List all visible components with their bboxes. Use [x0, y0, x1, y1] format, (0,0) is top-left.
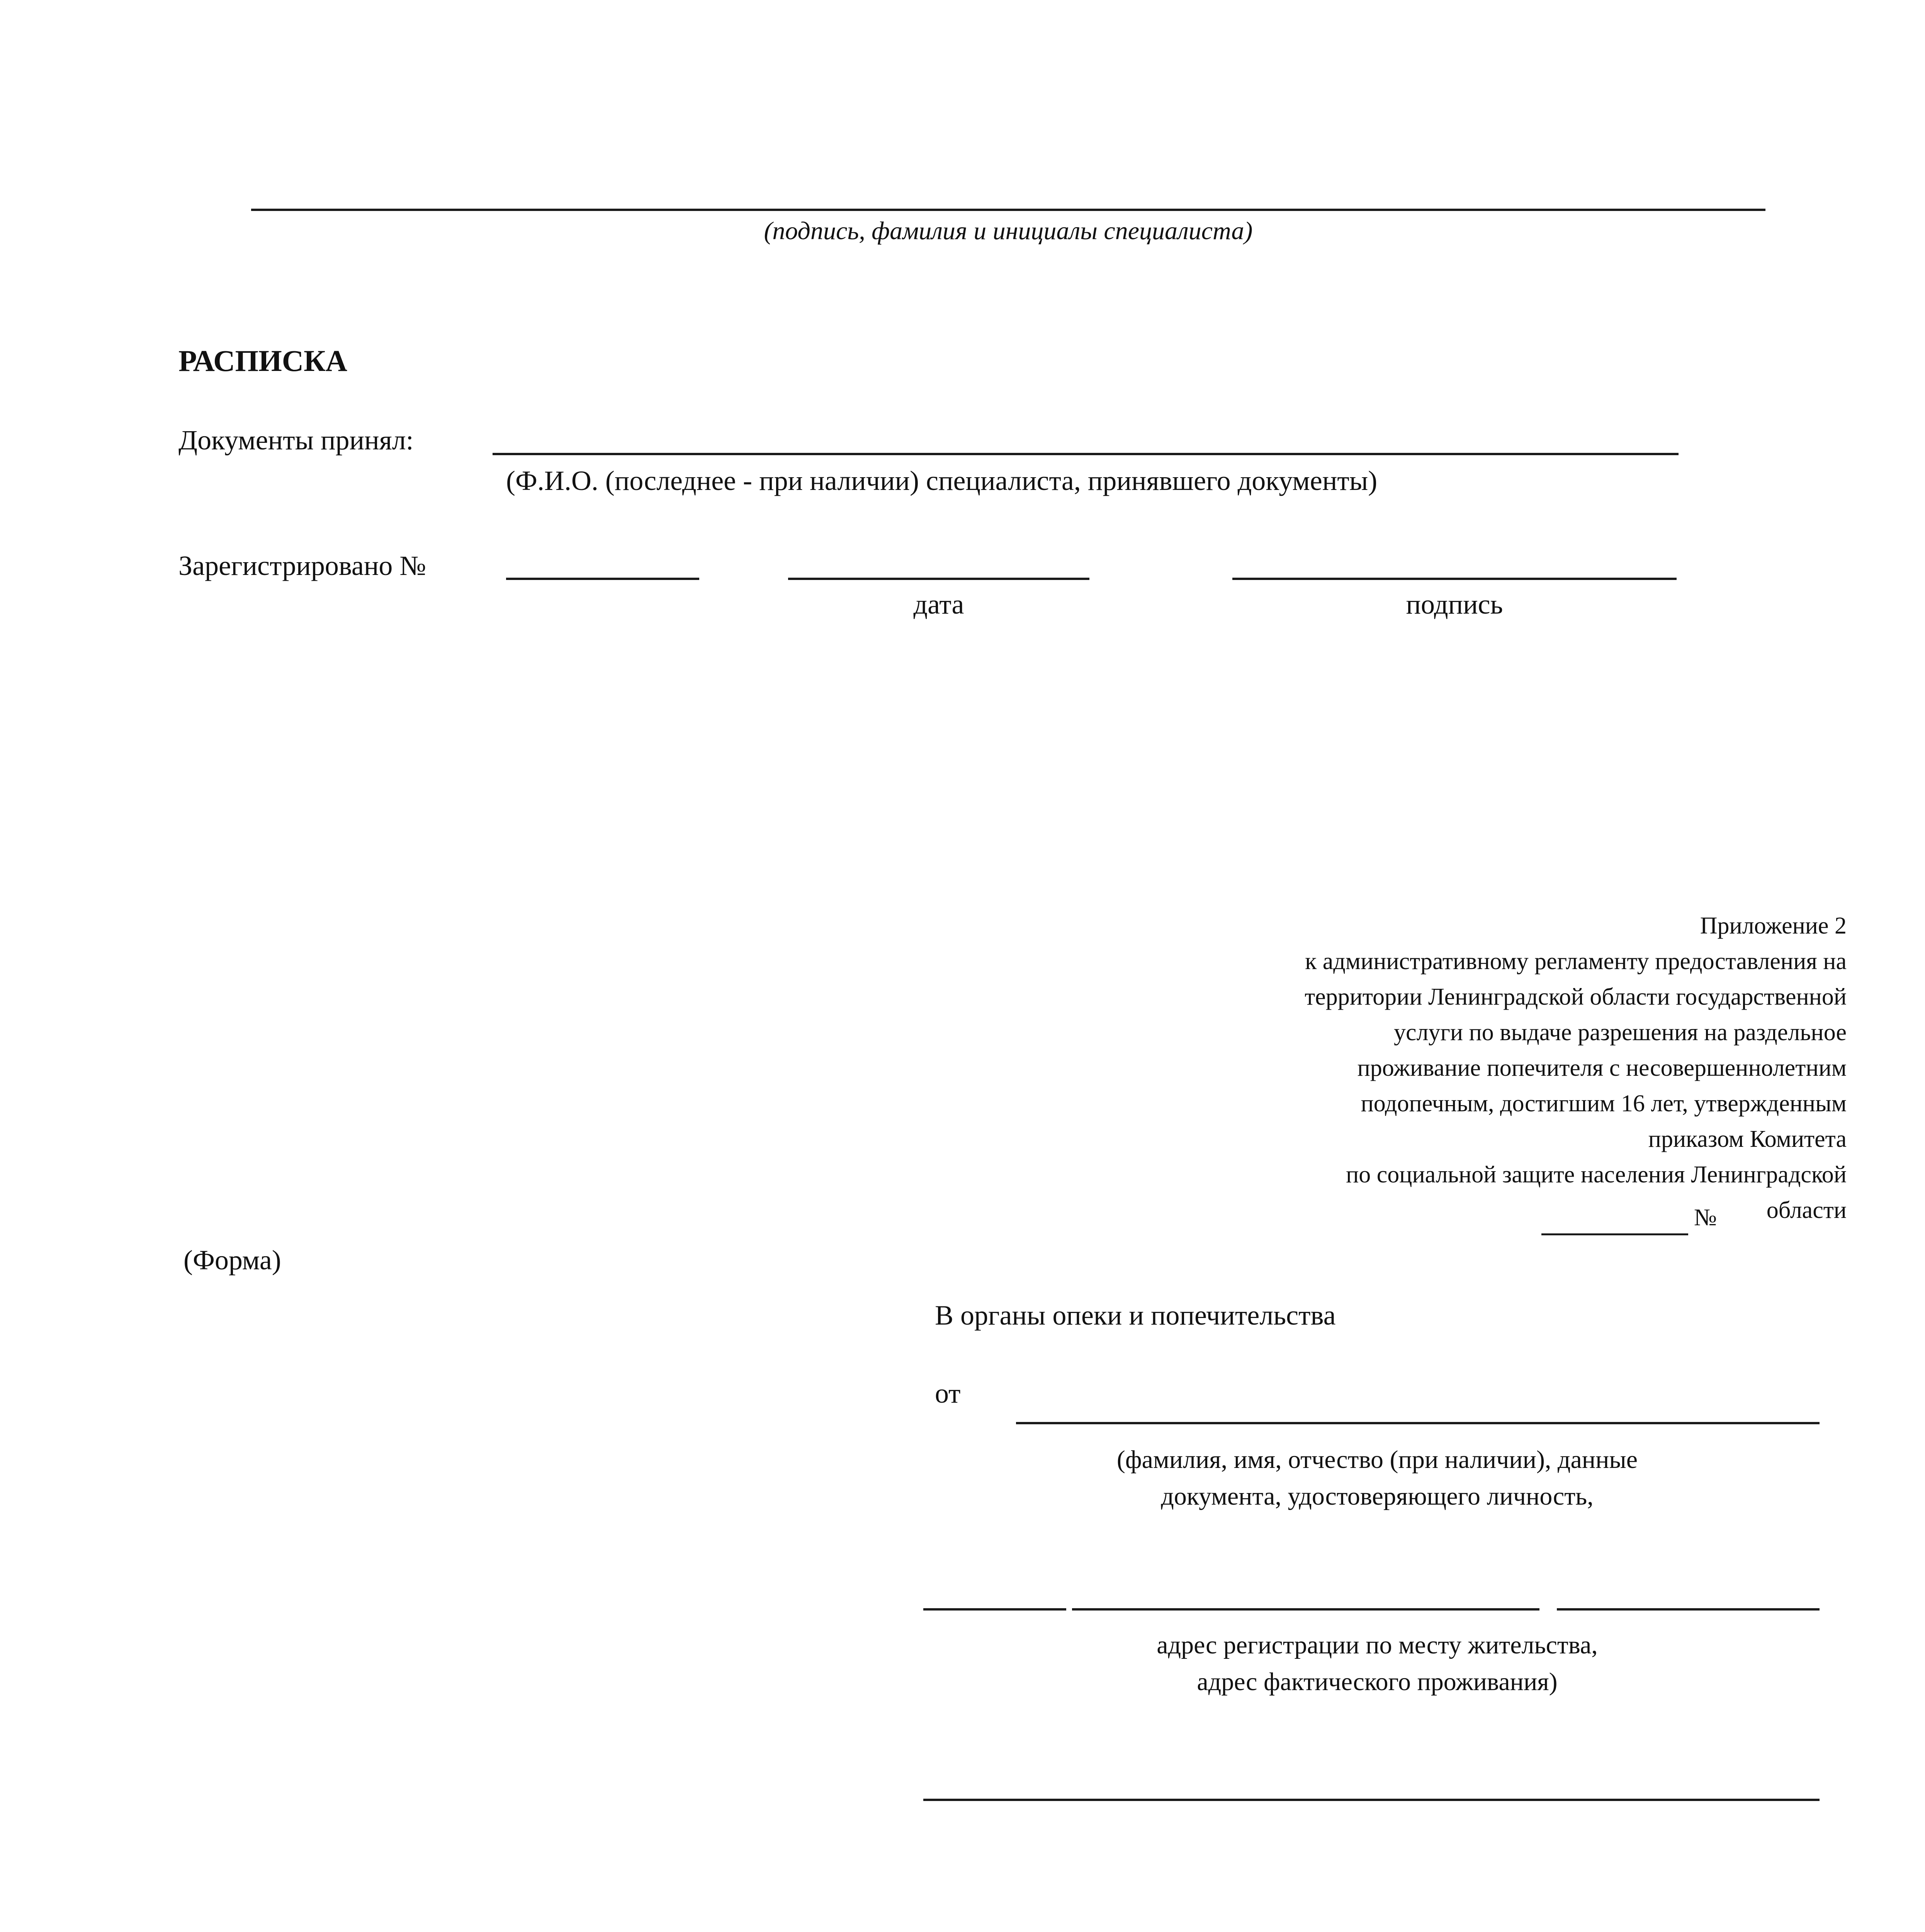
appendix-date-field[interactable]	[1541, 1233, 1688, 1235]
signature-caption: подпись	[1406, 589, 1503, 620]
registration-number-field[interactable]	[506, 578, 699, 580]
accepted-by-field[interactable]	[493, 453, 1679, 455]
appendix-line: по социальной защите населения Ленинградской	[1346, 1162, 1847, 1188]
appendix-line: проживание попечителя с несовершеннолетним	[1357, 1055, 1847, 1081]
document-field-3[interactable]	[1557, 1608, 1820, 1611]
appendix-line: области	[1766, 1197, 1847, 1223]
appendix-line: к административному регламенту предоставления на	[1305, 948, 1847, 975]
accepted-caption: (Ф.И.О. (последнее - при наличии) специалиста, принявшего документы)	[506, 465, 1378, 496]
name-caption-1: (фамилия, имя, отчество (при наличии), данные	[1116, 1446, 1638, 1474]
specialist-signature-line[interactable]	[251, 209, 1765, 211]
registration-signature-field[interactable]	[1232, 578, 1677, 580]
applicant-name-field[interactable]	[1016, 1422, 1820, 1424]
appendix-line: территории Ленинградской области государственной	[1305, 984, 1847, 1010]
document-field-2[interactable]	[1072, 1608, 1539, 1611]
document-field-1[interactable]	[923, 1608, 1066, 1611]
appendix-line: Приложение 2	[1700, 913, 1847, 939]
receipt-title: РАСПИСКА	[178, 344, 347, 378]
specialist-signature-caption: (подпись, фамилия и инициалы специалиста)	[764, 217, 1253, 245]
address-caption-2: адрес фактического проживания)	[1197, 1668, 1558, 1696]
accepted-label: Документы принял:	[178, 425, 414, 456]
address-caption-1: адрес регистрации по месту жительства,	[1157, 1631, 1598, 1659]
registration-address-field[interactable]	[923, 1799, 1820, 1801]
addressee-title: В органы опеки и попечительства	[935, 1300, 1336, 1331]
registered-label: Зарегистрировано №	[178, 550, 426, 581]
appendix-number-mark: №	[1694, 1204, 1717, 1231]
appendix-line: подопечным, достигшим 16 лет, утвержденным	[1361, 1090, 1847, 1117]
name-caption-2: документа, удостоверяющего личность,	[1161, 1482, 1594, 1510]
appendix-line: приказом Комитета	[1648, 1126, 1847, 1152]
form-label: (Форма)	[183, 1245, 281, 1276]
registration-date-field[interactable]	[788, 578, 1089, 580]
appendix-note	[1120, 908, 1847, 1231]
from-label: от	[935, 1378, 961, 1409]
appendix-line: услуги по выдаче разрешения на раздельное	[1394, 1019, 1847, 1046]
date-caption: дата	[913, 589, 964, 620]
